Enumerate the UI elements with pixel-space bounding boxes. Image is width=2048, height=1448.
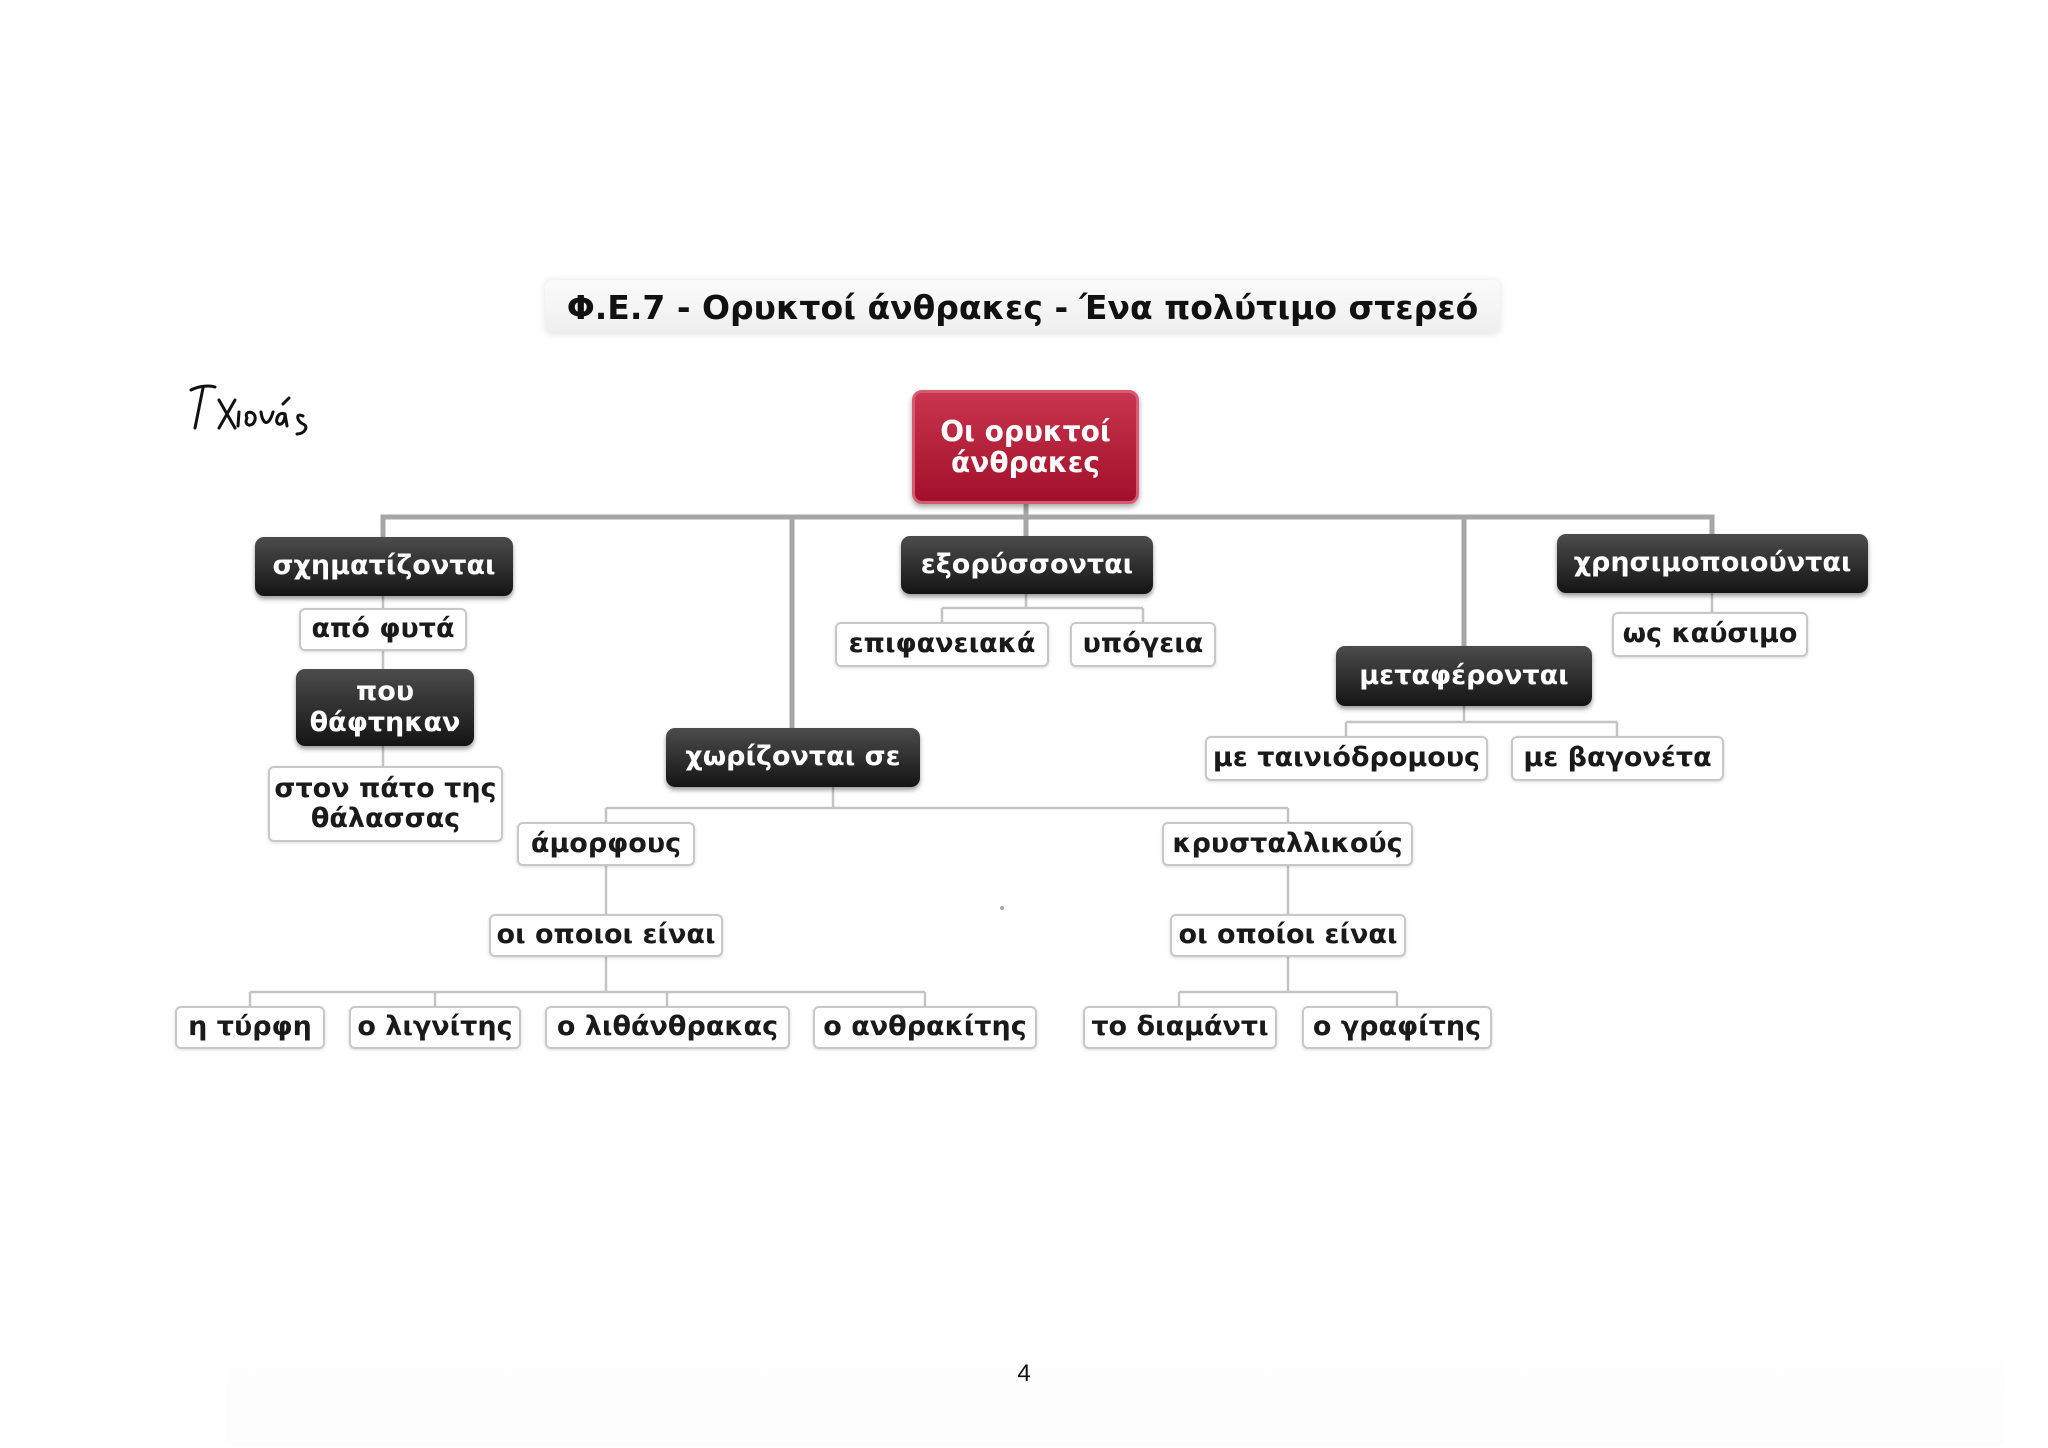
root-line-1: Οι ορυκτοί (940, 414, 1111, 448)
buried-node (296, 669, 474, 746)
sea-floor-line-2: θάλασσας (310, 803, 461, 834)
wagon-label: με βαγονέτα (1523, 742, 1712, 774)
sea-floor-node (268, 766, 503, 842)
sea-floor-line-1: στον πάτο της (274, 772, 497, 804)
crystalline-which-are-node (1170, 914, 1406, 957)
amorphous-label: άμορφους (530, 827, 682, 859)
diamond-node (1083, 1006, 1277, 1049)
buried-line-1: που (355, 676, 415, 708)
anthracite-node (813, 1006, 1037, 1049)
bituminous-coal-label: ο λιθάνθρακας (556, 1011, 779, 1043)
conveyor-label: με ταινιόδρομους (1212, 742, 1481, 774)
underground-label: υπόγεια (1082, 628, 1204, 660)
transported-label: μεταφέρονται (1359, 659, 1569, 691)
formed-label: σχηματίζονται (272, 550, 496, 582)
bituminous-coal-node (545, 1006, 790, 1049)
page-number: 4 (1017, 1360, 1031, 1387)
peat-node (175, 1006, 325, 1049)
conveyor-node (1205, 736, 1488, 781)
root-line-2: άνθρακες (951, 446, 1100, 479)
lignite-node (349, 1006, 521, 1049)
peat-label: η τύρφη (188, 1011, 312, 1043)
lignite-label: ο λιγνίτης (357, 1011, 513, 1043)
worksheet-title: Φ.Ε.7 - Ορυκτοί άνθρακες - Ένα πολύτιμο στερεό (566, 287, 1479, 327)
amorphous-which-are-node (489, 914, 723, 957)
used-label: χρησιμοποιούνται (1573, 547, 1852, 579)
surface-node (835, 622, 1049, 667)
stray-dot (1000, 906, 1004, 910)
buried-line-2: θάφτηκαν (309, 706, 461, 738)
underground-node (1070, 622, 1216, 667)
wagon-node (1511, 736, 1724, 781)
crystalline-node (1162, 822, 1413, 866)
as-fuel-label: ως καύσιμο (1622, 618, 1798, 650)
crystalline-label: κρυσταλλικούς (1172, 827, 1403, 859)
as-fuel-node (1612, 612, 1808, 657)
root-node (912, 390, 1139, 504)
divided-label: χωρίζονται σε (685, 741, 901, 773)
from-plants-node (299, 608, 467, 651)
mined-node (901, 536, 1153, 594)
amorphous-node (517, 822, 695, 866)
divided-node (666, 728, 920, 787)
used-node (1557, 534, 1868, 593)
from-plants-label: από φυτά (311, 613, 455, 645)
graphite-node (1302, 1006, 1492, 1049)
surface-label: επιφανειακά (848, 628, 1036, 660)
transported-node (1336, 646, 1592, 706)
amorphous-which-are-label: οι οποιοι είναι (496, 919, 716, 951)
author-signature (185, 378, 320, 438)
formed-node (255, 537, 513, 596)
crystalline-which-are-label: οι οποίοι είναι (1178, 919, 1398, 951)
diamond-label: το διαμάντι (1091, 1011, 1269, 1043)
worksheet-title-banner (545, 280, 1500, 334)
graphite-label: ο γραφίτης (1312, 1011, 1482, 1043)
anthracite-label: ο ανθρακίτης (823, 1011, 1027, 1043)
mined-label: εξορύσσονται (920, 548, 1134, 580)
